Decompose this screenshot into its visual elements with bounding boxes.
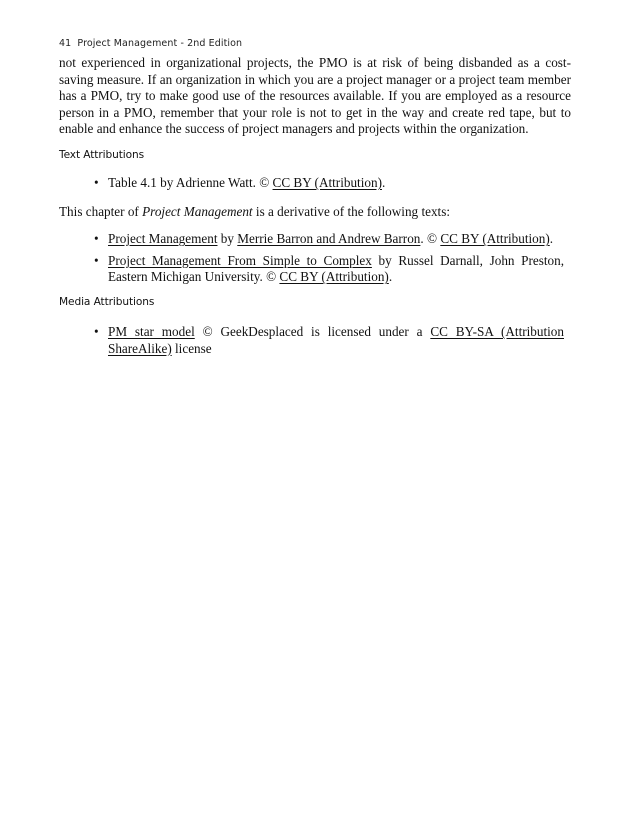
list-item xyxy=(94,175,564,192)
source-end: . xyxy=(549,231,554,246)
media-end: license xyxy=(171,340,212,356)
list-item xyxy=(94,231,564,248)
source-title-link[interactable]: Project Management xyxy=(108,231,218,246)
license-link[interactable]: CC BY (Attribution) xyxy=(440,231,550,246)
media-title-link[interactable]: PM star model xyxy=(108,324,195,339)
media-attributions-list xyxy=(94,324,564,362)
attribution-suffix: . xyxy=(381,175,386,190)
intro-paragraph: not experienced in organizational projects, the PMO is at risk of being disbanded as a cost-saving measure. If an organization in which you are a project manager or a project team member has a PMO, try to make good use of the resources available. If you are employed as a resource person in a PMO, remember that your role is not to get in the way and create red tape, but to enable and enhance the success of project managers and projects within the organization. xyxy=(59,55,571,136)
list-item xyxy=(94,253,564,286)
bullet: • xyxy=(94,252,99,268)
running-title: Project Management - 2nd Edition xyxy=(77,38,243,49)
derivative-pre: This chapter of xyxy=(59,204,143,219)
bullet: • xyxy=(94,231,99,246)
derivative-post: is a derivative of the following texts: xyxy=(252,204,451,219)
page-number: 41 xyxy=(59,38,72,49)
text-attributions-list xyxy=(94,175,564,197)
source-title-link[interactable]: Project Management From Simple to Complex xyxy=(108,252,372,268)
book-title: Project Management xyxy=(142,204,253,219)
running-header xyxy=(59,38,242,49)
license-link[interactable]: CC BY-SA (Attribution ShareAlike) xyxy=(108,324,564,356)
license-link[interactable]: CC BY (Attribution) xyxy=(279,269,389,284)
media-mid: © GeekDesplaced is licensed under a xyxy=(194,324,431,339)
media-attributions-heading: Media Attributions xyxy=(59,296,155,308)
source-mid: . © xyxy=(420,231,441,246)
bullet: • xyxy=(94,175,99,190)
list-item xyxy=(94,324,564,357)
source-mid: by Russel Darnall, John Preston, Eastern Michigan University. © xyxy=(108,252,564,284)
source-texts-list xyxy=(94,231,564,291)
attribution-prefix: Table 4.1 by Adrienne Watt. © xyxy=(108,175,273,190)
source-by: by xyxy=(217,231,238,246)
source-authors-link[interactable]: Merrie Barron and Andrew Barron xyxy=(237,231,421,246)
license-link[interactable]: CC BY (Attribution) xyxy=(272,175,382,190)
text-attributions-heading: Text Attributions xyxy=(59,149,145,161)
derivative-statement xyxy=(59,204,571,221)
source-end: . xyxy=(388,269,393,284)
bullet: • xyxy=(94,324,99,339)
